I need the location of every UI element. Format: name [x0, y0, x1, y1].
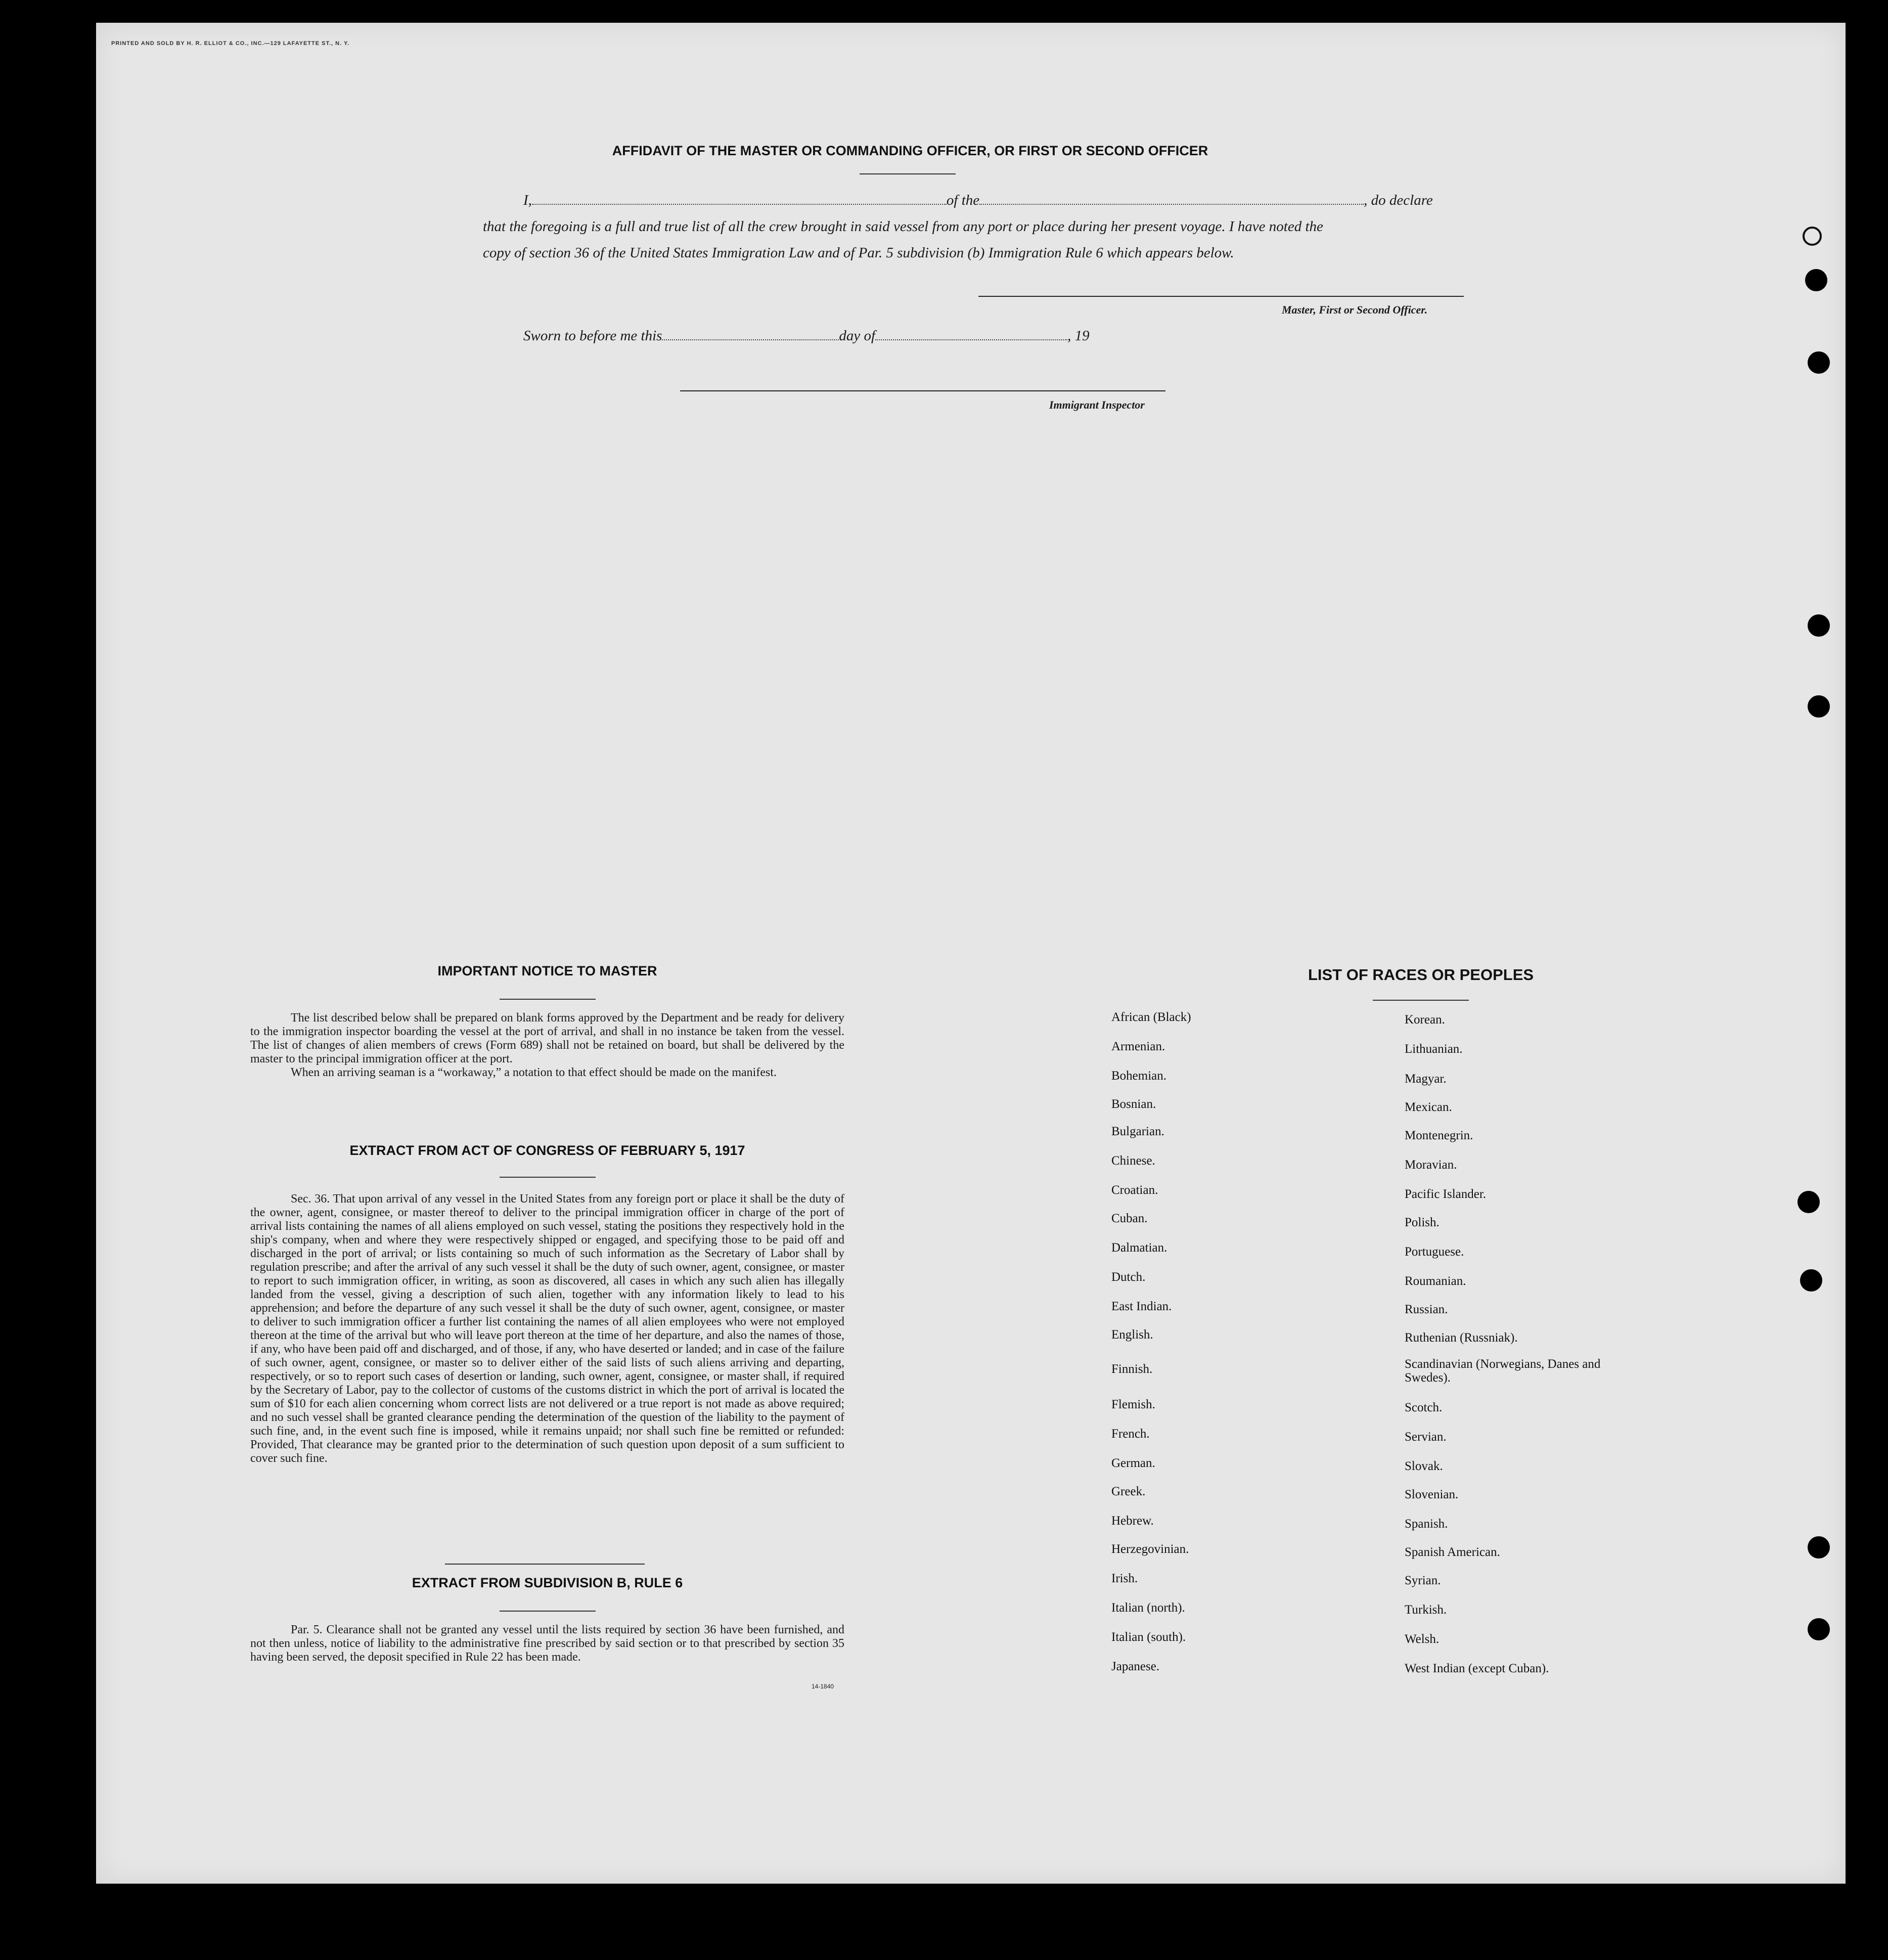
races-title: LIST OF RACES OR PEOPLES — [1308, 966, 1534, 984]
name-field[interactable] — [532, 204, 947, 205]
divider — [860, 173, 956, 174]
punch-hole — [1808, 1618, 1830, 1640]
race-item: Pacific Islander. — [1405, 1187, 1487, 1201]
punch-hole — [1808, 614, 1830, 637]
race-item: Bosnian. — [1111, 1097, 1156, 1111]
divider — [1373, 1000, 1469, 1001]
notice-title: IMPORTANT NOTICE TO MASTER — [437, 963, 657, 978]
affidavit-body — [483, 187, 1464, 266]
race-item: Korean. — [1405, 1013, 1445, 1027]
race-item: Italian (north). — [1111, 1601, 1185, 1615]
extract-rule-title: EXTRACT FROM SUBDIVISION B, RULE 6 — [412, 1575, 683, 1590]
printer-line: PRINTED AND SOLD BY H. R. ELLIOT & CO., INC.—129 LAFAYETTE ST., N. Y. — [111, 40, 350, 47]
punch-hole — [1808, 351, 1830, 374]
race-item: Finnish. — [1111, 1362, 1153, 1376]
race-item: Japanese. — [1111, 1660, 1160, 1673]
punch-hole — [1805, 269, 1827, 291]
race-item: Turkish. — [1405, 1603, 1447, 1617]
race-item: Roumanian. — [1405, 1274, 1466, 1288]
notice-body — [250, 1011, 844, 1080]
divider — [500, 999, 596, 1000]
race-item: Herzegovinian. — [1111, 1542, 1189, 1556]
race-item: Irish. — [1111, 1572, 1138, 1585]
race-item: Italian (south). — [1111, 1630, 1186, 1644]
race-item: Greek. — [1111, 1485, 1146, 1498]
race-item: Bohemian. — [1111, 1069, 1167, 1083]
inspector-signature-line[interactable] — [680, 390, 1165, 391]
race-item: Flemish. — [1111, 1398, 1155, 1411]
race-item: Russian. — [1405, 1303, 1448, 1316]
race-item: Cuban. — [1111, 1212, 1148, 1225]
affidavit-title: AFFIDAVIT OF THE MASTER OR COMMANDING OFFICER, OR FIRST OR SECOND OFFICER — [612, 143, 1208, 158]
race-item: Ruthenian (Russniak). — [1405, 1331, 1518, 1345]
race-item: Scotch. — [1405, 1401, 1443, 1414]
section-36-text: Sec. 36. That upon arrival of any vessel in the United States from any foreign port or place it shall be the duty of the owner, agent, consignee, or master thereof to deliver to the principal immigration officer in charge of the port of arrival lists containing the names of all aliens employed on such vessel, stating the positions they respectively hold in the ship's company, when and where they were respectively shipped or engaged, and specifying those to be paid off and discharged in the port of arrival; or lists containing so much of such information as the Secretary of Labor shall by regulation prescribe; and after the arrival of any such vessel it shall be the duty of such owner, agent, consignee, or master to report to such immigration officer, in writing, as soon as discovered, all cases in which any such alien has illegally landed from the vessel, giving a description of such alien, together with any information likely to lead to his apprehension; and before the departure of any such vessel it shall be the duty of such owner, agent, consignee, or master to deliver to such immigration officer a further list containing the names of all alien employees who were not employed thereon at the time of the arrival but who will leave port thereon at the time of her departure, and also the names of those, if any, who have been paid off and discharged, and of those, if any, who have deserted or landed; and in case of the failure of such owner, agent, consignee, or master so to deliver either of the said lists of such aliens arriving and departing, respectively, or so to report such cases of desertion or landing, such owner, agent, consignee, or master shall, if required by the Secretary of Labor, pay to the collector of customs of the customs district in which the port of arrival is located the sum of $10 for each alien concerning whom correct lists are not delivered or a true report is not made as above required; and no such vessel shall be granted clearance pending the determination of the question of the liability to the payment of such fine, and, in the event such fine is imposed, while it remains unpaid; nor shall such fine be remitted or refunded: Provided, That clearance may be granted prior to the determination of such question upon deposit of a sum sufficient to cover such fine. — [250, 1192, 844, 1465]
affidavit-line-2: that the foregoing is a full and true list of all the crew brought in said vessel from any port or place during her present voyage. I have noted the — [483, 218, 1323, 235]
sworn-line: Sworn to before me this day of , 19 — [523, 328, 1090, 344]
race-item: Magyar. — [1405, 1072, 1447, 1086]
document-sheet — [96, 23, 1846, 1884]
race-item: East Indian. — [1111, 1300, 1172, 1313]
race-item: Bulgarian. — [1111, 1125, 1164, 1138]
extract-rule-body — [250, 1623, 844, 1664]
race-item: Lithuanian. — [1405, 1042, 1463, 1056]
sworn-month-field[interactable] — [875, 339, 1067, 340]
punch-hole — [1800, 1269, 1822, 1291]
form-code: 14-1840 — [812, 1683, 834, 1690]
extract-act-title: EXTRACT FROM ACT OF CONGRESS OF FEBRUARY 5, 1917 — [349, 1143, 745, 1158]
race-item: Moravian. — [1405, 1158, 1457, 1172]
race-item: West Indian (except Cuban). — [1405, 1662, 1549, 1675]
inspector-caption: Immigrant Inspector — [1049, 398, 1145, 411]
race-item: Portuguese. — [1405, 1245, 1464, 1259]
race-item: Chinese. — [1111, 1154, 1155, 1168]
sworn-day-field[interactable] — [662, 339, 839, 340]
race-item: Hebrew. — [1111, 1514, 1154, 1528]
master-signature-line[interactable] — [978, 296, 1464, 297]
race-item: English. — [1111, 1328, 1153, 1342]
master-signature-caption: Master, First or Second Officer. — [1282, 303, 1428, 316]
race-item: Spanish American. — [1405, 1545, 1500, 1559]
notice-paragraph-2: When an arriving seaman is a “workaway,” a notation to that effect should be made on the manifest. — [291, 1066, 777, 1079]
race-item: Polish. — [1405, 1216, 1440, 1229]
race-item: German. — [1111, 1456, 1155, 1470]
race-item: Dalmatian. — [1111, 1241, 1167, 1255]
affidavit-line-1: I, of the , do declare — [523, 192, 1433, 208]
race-item: Mexican. — [1405, 1100, 1452, 1114]
race-item: Syrian. — [1405, 1574, 1441, 1587]
race-item: Croatian. — [1111, 1183, 1158, 1197]
extract-act-body — [250, 1192, 844, 1465]
vessel-field[interactable] — [979, 204, 1364, 205]
punch-hole — [1808, 695, 1830, 718]
race-item: Slovak. — [1405, 1459, 1443, 1473]
race-item: Slovenian. — [1405, 1488, 1459, 1501]
race-item: Welsh. — [1405, 1632, 1440, 1646]
par-5-text: Par. 5. Clearance shall not be granted any vessel until the lists required by section 36 have been furnished, and not then unless, notice of liability to the administrative fine prescribed by said section or to that prescribed by section 35 having been served, the deposit specified in Rule 22 has been made. — [250, 1623, 844, 1664]
divider — [445, 1564, 645, 1565]
race-item: Dutch. — [1111, 1270, 1146, 1284]
punch-hole — [1797, 1191, 1820, 1213]
race-item: Montenegrin. — [1405, 1129, 1473, 1142]
race-item: Armenian. — [1111, 1040, 1165, 1053]
race-item: Servian. — [1405, 1430, 1447, 1444]
race-item: African (Black) — [1111, 1010, 1191, 1024]
punch-hole — [1803, 227, 1822, 246]
notice-paragraph-1: The list described below shall be prepared on blank forms approved by the Department and be ready for delivery to the immigration inspector boarding the vessel at the port of arrival, and shall in no instance be taken from the vessel. The list of changes of alien members of crews (Form 689) shall not be retained on board, but shall be delivered by the master to the principal immigration officer at the port. — [250, 1011, 844, 1065]
race-item: Scandinavian (Norwegians, Danes and Swedes). — [1405, 1357, 1601, 1385]
divider — [500, 1177, 596, 1178]
race-item: Spanish. — [1405, 1517, 1448, 1531]
punch-hole — [1808, 1536, 1830, 1558]
divider — [500, 1611, 596, 1612]
race-item: French. — [1111, 1427, 1150, 1441]
affidavit-line-3: copy of section 36 of the United States Immigration Law and of Par. 5 subdivision (b) Immigration Rule 6 which appears below. — [483, 245, 1234, 261]
